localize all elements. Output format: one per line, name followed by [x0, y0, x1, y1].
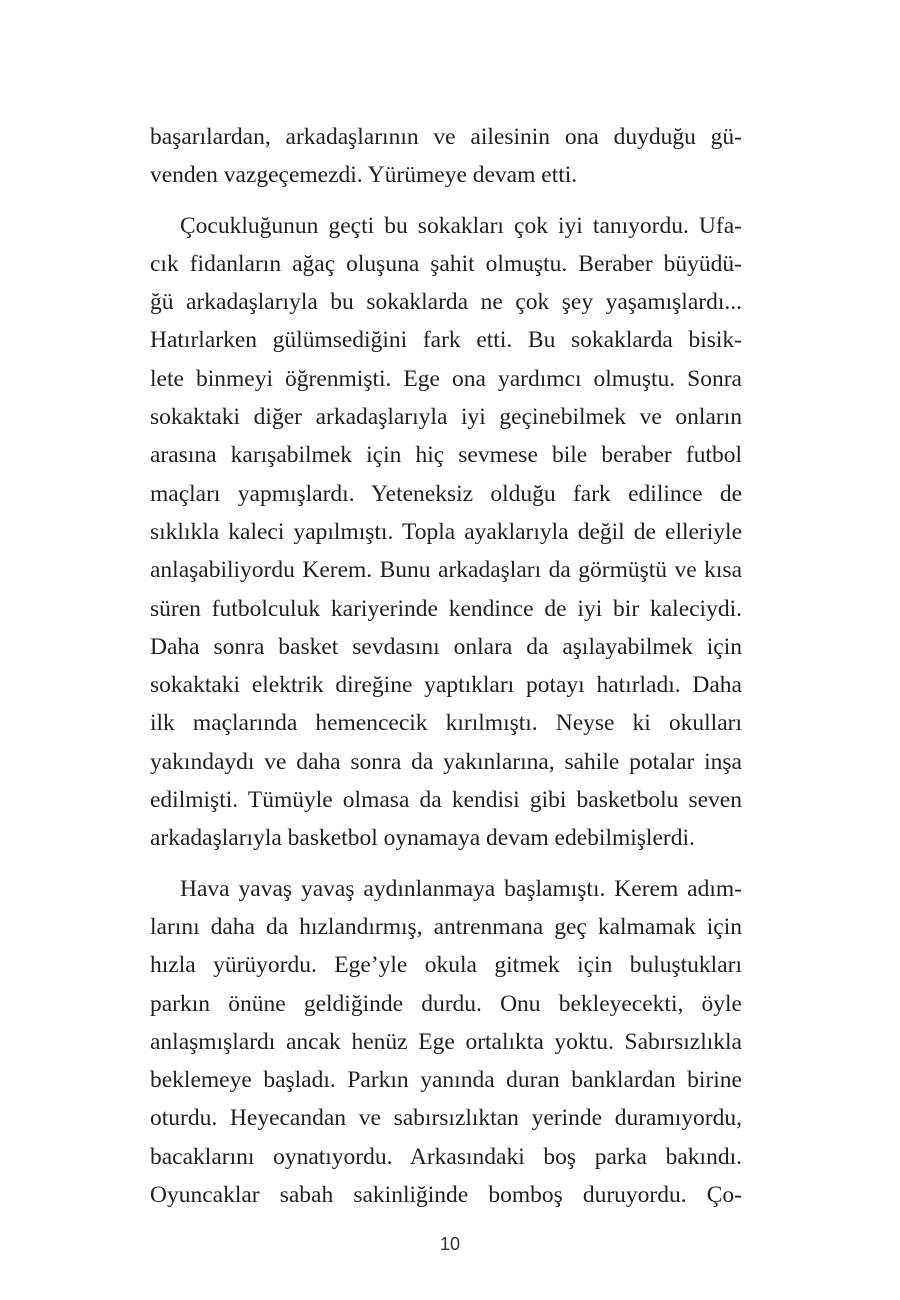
text-line: oturdu. Heyecandan ve sabırsızlıktan yerinde duramıyordu,: [150, 1105, 742, 1132]
text-line: ilk maçlarında hemencecik kırılmıştı. Neyse ki okulları: [150, 710, 742, 737]
text-line: beklemeye başladı. Parkın yanında duran banklardan birine: [150, 1067, 742, 1094]
page-number: 10: [439, 1234, 461, 1254]
paragraph-1: [150, 118, 742, 195]
text-line: arkadaşlarıyla basketbol oynamaya devam edebilmişlerdi.: [150, 825, 695, 852]
text-line: anlaşabiliyordu Kerem. Bunu arkadaşları da görmüştü ve kısa: [150, 557, 742, 584]
text-line: ğü arkadaşlarıyla bu sokaklarda ne çok şey yaşamışlardı...: [150, 289, 742, 316]
text-line: venden vazgeçemezdi. Yürümeye devam etti.: [150, 162, 578, 189]
text-line: cık fidanların ağaç oluşuna şahit olmuştu. Beraber büyüdü-: [150, 250, 742, 277]
text-line: lete binmeyi öğrenmişti. Ege ona yardımcı olmuştu. Sonra: [150, 365, 742, 392]
text-line: başarılardan, arkadaşlarının ve ailesinin ona duyduğu gü-: [150, 124, 742, 150]
body-text: [150, 118, 742, 1214]
text-line: sokaktaki diğer arkadaşlarıyla iyi geçinebilmek ve onların: [150, 404, 742, 431]
text-line: sokaktaki elektrik direğine yaptıkları potayı hatırladı. Daha: [150, 672, 742, 699]
text-line: Oyuncaklar sabah sakinliğinde bomboş duruyordu. Ço-: [150, 1182, 742, 1209]
paragraph-2: [150, 207, 742, 858]
text-line: parkın önüne geldiğinde durdu. Onu bekleyecekti, öyle: [150, 990, 742, 1017]
text-line: süren futbolculuk kariyerinde kendince de iyi bir kaleciydi.: [150, 595, 742, 622]
text-line: Daha sonra basket sevdasını onlara da aşılayabilmek için: [150, 633, 742, 660]
text-line: larını daha da hızlandırmış, antrenmana geç kalmamak için: [150, 913, 742, 940]
text-line: edilmişti. Tümüyle olmasa da kendisi gibi basketbolu seven: [150, 787, 742, 814]
text-line: hızla yürüyordu. Ege’yle okula gitmek için buluştukları: [150, 952, 742, 979]
text-line: maçları yapmışlardı. Yeteneksiz olduğu fark edilince de: [150, 480, 742, 507]
text-line: Çocukluğunun geçti bu sokakları çok iyi tanıyordu. Ufa-: [180, 212, 742, 239]
text-line: arasına karışabilmek için hiç sevmese bile beraber futbol: [150, 442, 742, 469]
text-line: yakındaydı ve daha sonra da yakınlarına, sahile potalar inşa: [150, 748, 742, 775]
text-line: sıklıkla kaleci yapılmıştı. Topla ayaklarıyla değil de elleriyle: [150, 518, 742, 545]
paragraph-3: [150, 870, 742, 1215]
text-line: bacaklarını oynatıyordu. Arkasındaki boş parka bakındı.: [150, 1143, 742, 1170]
text-line: anlaşmışlardı ancak henüz Ege ortalıkta yoktu. Sabırsızlıkla: [150, 1028, 742, 1055]
text-line: Hava yavaş yavaş aydınlanmaya başlamıştı. Kerem adım-: [180, 875, 742, 902]
text-line: Hatırlarken gülümsediğini fark etti. Bu sokaklarda bisik-: [150, 327, 742, 354]
